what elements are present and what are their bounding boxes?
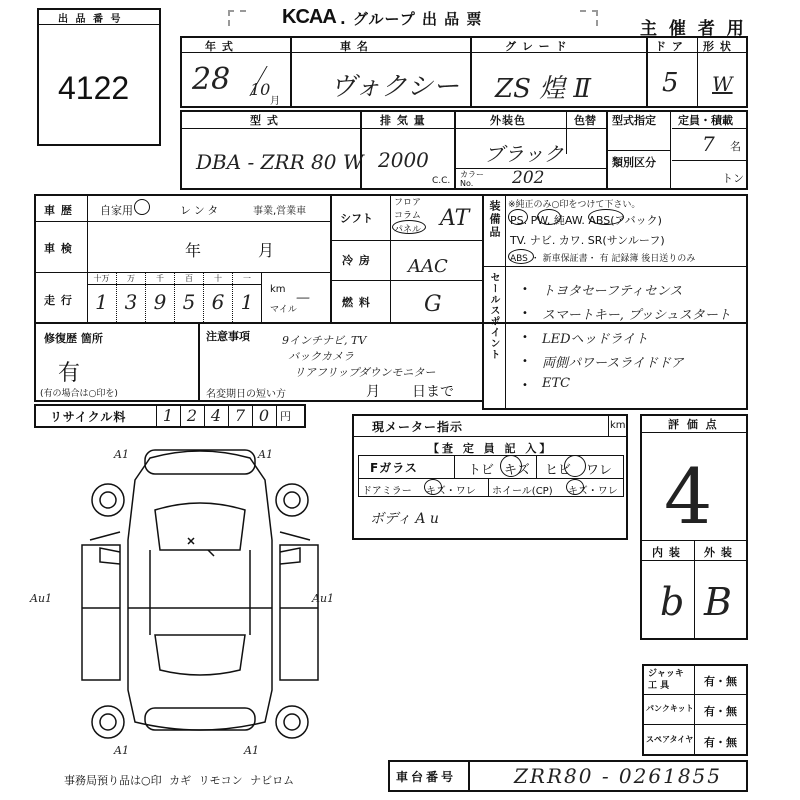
- sales-point-bullet: •: [522, 308, 528, 319]
- repair-note: (有の場合は○印を): [40, 389, 118, 399]
- note-item: バックカメラ: [288, 350, 354, 363]
- aw-circle: [588, 209, 624, 225]
- equipment-note: ※純正のみ○印をつけて下さい。: [508, 200, 641, 210]
- mileage-digit: 1: [240, 290, 254, 314]
- load-unit: トン: [722, 172, 744, 185]
- car-name-value: ヴォクシー: [330, 72, 459, 102]
- shift-option-panel: パネル: [394, 225, 422, 235]
- private-use-circle: [134, 199, 150, 215]
- abs-circle: [508, 249, 534, 264]
- sales-point-item: LEDヘッドライト: [542, 332, 649, 347]
- recycle-digit: 4: [210, 406, 222, 425]
- mileage-unit-label: 万: [127, 274, 135, 283]
- displacement-value: 2000: [378, 148, 429, 172]
- wheel-label: ホイール(CP): [492, 486, 553, 497]
- scratch-circle: [500, 455, 522, 477]
- business-option: 事業,営業車: [253, 206, 307, 217]
- chassis-label: 車台番号: [396, 770, 457, 784]
- crack2-option: ワレ: [586, 463, 613, 478]
- inspection-year-unit: 年: [185, 241, 202, 260]
- ps-circle: [508, 209, 528, 225]
- shift-value: AT: [440, 206, 470, 231]
- mileage-unit-label: 十万: [93, 274, 110, 283]
- mileage-digit-cell: [174, 272, 203, 322]
- pw-circle: [537, 209, 561, 225]
- shape-label: 形 状: [703, 40, 732, 53]
- interior-label: 内 装: [652, 546, 681, 559]
- footer-note: 事務局預り品は○印 カギ リモコン ナビロム: [64, 774, 295, 787]
- chassis-value: ZRR80 - 0261855: [514, 764, 723, 788]
- puncture-label: パンクキット: [646, 704, 694, 713]
- mark-rear-right: A1: [244, 744, 259, 757]
- sales-points-side-label: セールスポイント: [488, 272, 499, 360]
- inspector-handwritten: ボディ A u: [370, 511, 439, 527]
- shift-label: シフト: [340, 212, 373, 225]
- sales-point-item: 両側パワースライドドア: [542, 356, 684, 371]
- rental-option: レンタ: [180, 204, 222, 217]
- doors-value: 5: [662, 68, 679, 98]
- corner-mark-left: [228, 10, 246, 26]
- panel-circle: [392, 220, 426, 234]
- fuel-label: 燃 料: [342, 296, 371, 309]
- month-unit: 月: [270, 96, 280, 107]
- lot-number-label: 出 品 番 号: [58, 14, 123, 25]
- type-designation-label: 型式指定: [612, 114, 656, 127]
- exterior-label: 外 装: [704, 546, 733, 559]
- grade-label: グ レ ー ド: [505, 40, 568, 53]
- mileage-digit-cell: [87, 272, 116, 322]
- mile-unit: マイル: [270, 305, 297, 315]
- cc-unit: C.C.: [432, 176, 451, 186]
- sales-point-item: ETC: [542, 376, 571, 391]
- doors-label: ド ア: [655, 40, 684, 53]
- mileage-digit: 1: [95, 290, 108, 314]
- shift-option-column: コラム: [394, 211, 421, 221]
- private-use-option: 自家用: [100, 204, 133, 217]
- repair-value: 有: [58, 361, 81, 386]
- year-label: 年 式: [205, 40, 234, 53]
- shape-value: W: [712, 72, 733, 96]
- puncture-option: 有・無: [704, 705, 737, 718]
- chip-option: トビ: [468, 463, 495, 478]
- mileage-digit-cell: [203, 272, 232, 322]
- color-no-value: 202: [512, 168, 545, 188]
- mark-front-left: A1: [114, 448, 129, 461]
- mileage-unit-label: 千: [156, 274, 164, 283]
- car-name-label: 車 名: [340, 40, 369, 53]
- year-value: 28: [192, 62, 231, 97]
- color-change-label: 色替: [574, 114, 596, 127]
- corner-mark-right: [580, 10, 598, 26]
- inspection-label: 車 検: [44, 242, 73, 255]
- spare-label: スペアタイヤ: [646, 735, 694, 744]
- mileage-digit: 5: [182, 290, 196, 314]
- shift-option-floor: フロア: [394, 198, 422, 208]
- equipment-side-label: 装備品: [488, 200, 501, 239]
- sales-point-bullet: •: [522, 332, 528, 343]
- equipment-line-3: ABS ・ 新車保証書・ 有 記録簿 後日送りのみ: [510, 254, 696, 264]
- crack-option: ヒビ: [545, 463, 572, 478]
- sales-point-bullet: •: [522, 284, 528, 295]
- mark-left-side: Au1: [30, 592, 53, 605]
- capacity-unit: 名: [730, 140, 741, 153]
- km-unit: km: [270, 284, 286, 295]
- color-value: ブラック: [484, 142, 564, 166]
- sales-point-item: スマートキー, プッシュスタート: [542, 308, 731, 323]
- mark-right-side: Au1: [312, 592, 335, 605]
- mileage-digit-cell: [145, 272, 174, 322]
- category-label: 類別区分: [612, 156, 656, 169]
- score-value: 4: [664, 452, 713, 541]
- brand-logo: KCAA: [282, 6, 336, 28]
- notes-label: 注意事項: [206, 330, 250, 343]
- lot-number: 4122: [58, 70, 130, 106]
- form-title: . グループ 出 品 票: [340, 10, 483, 28]
- inspector-header: 【査 定 員 記 入】: [428, 442, 554, 455]
- score-label: 評 価 点: [668, 418, 719, 431]
- month-value: 10: [250, 80, 271, 99]
- mirror-circle: [424, 479, 442, 495]
- wheel-options: キズ・ワレ: [568, 486, 618, 497]
- displacement-label: 排 気 量: [380, 114, 426, 127]
- mark-rear-left: A1: [114, 744, 129, 757]
- grade-value: ZS 煌 Ⅱ: [495, 74, 592, 104]
- meter-label: 現メーター指示: [372, 420, 464, 434]
- scratch-option: キズ: [504, 463, 530, 478]
- mileage-unit-label: 百: [185, 274, 193, 283]
- mileage-digit-cell: [116, 272, 145, 322]
- equipment-line-1: PS. PW. 純AW. ABS(アバック): [510, 214, 662, 227]
- recycle-label: リサイクル料: [50, 410, 127, 424]
- recycle-digit: 0: [258, 406, 270, 425]
- model-label: 型 式: [250, 114, 279, 127]
- crack-circle: [564, 455, 586, 477]
- note-item: 9インチナビ, TV: [282, 334, 367, 347]
- windshield-label: Fガラス: [370, 461, 418, 475]
- mileage-digit: 3: [124, 290, 138, 314]
- mileage-unit-label: 十: [214, 274, 222, 283]
- interior-value: b: [660, 580, 685, 624]
- mileage-unit-label: 一: [243, 274, 251, 283]
- exterior-value: B: [704, 580, 732, 624]
- meter-unit: km: [610, 420, 626, 431]
- name-change-label: 名変期日の短い方: [206, 389, 286, 400]
- mileage-digit: 9: [153, 290, 167, 314]
- name-change-month: 月: [366, 384, 380, 400]
- sales-point-bullet: •: [522, 380, 528, 391]
- note-item: リアフリップダウンモニター: [294, 366, 436, 379]
- model-value: DBA - ZRR 80 W: [196, 150, 364, 174]
- sales-point-item: トヨタセーフティセンス: [542, 284, 683, 299]
- capacity-value: 7: [702, 132, 715, 156]
- mileage-digit-cell: [232, 272, 261, 322]
- color-label: 外装色: [490, 114, 526, 127]
- mileage-label: 走 行: [44, 294, 73, 307]
- ac-value: AAC: [408, 256, 448, 277]
- mileage-digit: 6: [211, 290, 225, 314]
- inspection-month-unit: 月: [258, 241, 275, 260]
- recycle-digit: 7: [234, 406, 246, 425]
- equipment-line-2: TV. ナビ. カワ. SR(サンルーフ): [510, 234, 665, 247]
- color-no-label: カラー No.: [460, 170, 484, 188]
- ac-label: 冷 房: [342, 254, 371, 267]
- fuel-value: G: [424, 292, 442, 317]
- sales-point-bullet: •: [522, 356, 528, 367]
- history-label: 車 歴: [44, 204, 73, 217]
- name-change-day: 日まで: [412, 384, 454, 400]
- organizer-label: 主 催 者 用: [640, 19, 747, 39]
- repair-label: 修復歴 箇所: [44, 332, 103, 345]
- mirror-label: ドアミラー: [362, 486, 412, 497]
- mirror-options: キズ・ワレ: [426, 486, 476, 497]
- mark-front-right: A1: [258, 448, 273, 461]
- wheel-circle: [566, 479, 584, 495]
- recycle-digit: 2: [186, 406, 198, 425]
- recycle-digit: 1: [162, 406, 174, 425]
- jack-label: ジャッキ 工 具: [648, 669, 684, 691]
- capacity-label: 定員・積載: [678, 114, 733, 127]
- recycle-unit: 円: [280, 410, 291, 423]
- jack-option: 有・無: [704, 675, 737, 688]
- spare-option: 有・無: [704, 736, 737, 749]
